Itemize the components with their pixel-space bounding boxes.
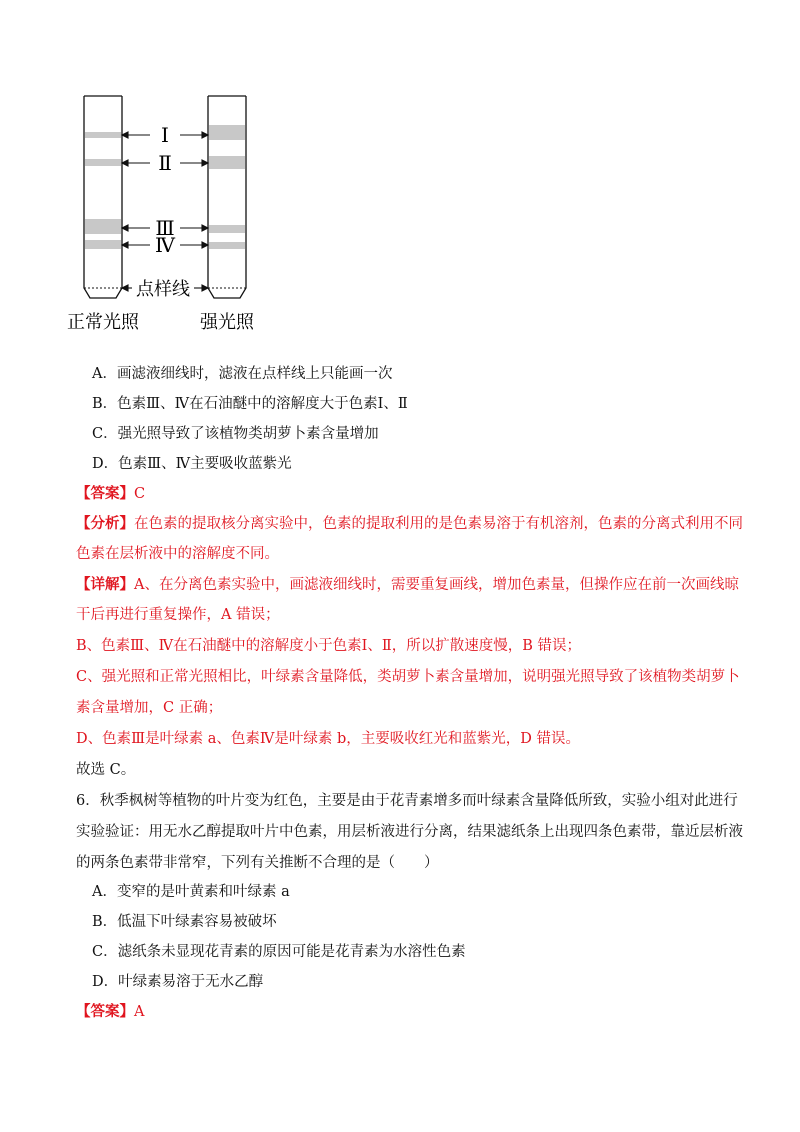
answer-tag: 【答案】 <box>76 485 134 502</box>
band-4-strong <box>209 242 245 249</box>
band-1-strong <box>209 125 245 140</box>
band-label-2: Ⅱ <box>158 151 172 175</box>
band-1-normal <box>85 132 121 138</box>
q6-option-c: C．滤纸条未显现花青素的原因可能是花青素为水溶性色素 <box>92 944 466 960</box>
chromatography-diagram <box>60 88 280 338</box>
q5-conclusion: 故选 C。 <box>76 762 136 778</box>
analysis-text-1: 在色素的提取核分离实验中，色素的提取利用的是色素易溶于有机溶剂，色素的分离式利用不同 <box>134 516 743 532</box>
caption-strong-light: 强光照 <box>200 312 254 333</box>
origin-line-label: 点样线 <box>136 279 190 300</box>
analysis-tag: 【分析】 <box>76 515 134 532</box>
q5-detail-line-3: B、色素Ⅲ、Ⅳ在石油醚中的溶解度小于色素Ⅰ、Ⅱ，所以扩散速度慢，B 错误； <box>76 638 581 654</box>
answer-value: C <box>134 486 146 502</box>
q5-option-a: A．画滤液细线时，滤液在点样线上只能画一次 <box>92 366 393 382</box>
q6-stem-line-3: 的两条色素带非常窄，下列有关推断不合理的是（ ） <box>76 855 439 871</box>
band-2-normal <box>85 159 121 166</box>
q5-detail-line-5: 素含量增加，C 正确； <box>76 700 223 716</box>
q5-detail-line-4: C、强光照和正常光照相比，叶绿素含量降低，类胡萝卜素含量增加，说明强光照导致了该植物类胡萝卜 <box>76 669 740 685</box>
q5-detail-line-6: D、色素Ⅲ是叶绿素 a、色素Ⅳ是叶绿素 b，主要吸收红光和蓝紫光，D 错误。 <box>76 731 580 747</box>
q6-option-d: D．叶绿素易溶于无水乙醇 <box>92 974 264 990</box>
answer-tag: 【答案】 <box>76 1003 134 1020</box>
q6-answer <box>76 1002 144 1022</box>
band-3-normal <box>85 219 121 234</box>
caption-normal-light: 正常光照 <box>67 312 139 333</box>
strong-light-strip <box>208 96 246 298</box>
q5-detail-line-1 <box>76 575 739 595</box>
q5-analysis-line-1 <box>76 514 743 534</box>
q5-detail-line-2: 干后再进行重复操作，A 错误； <box>76 607 280 623</box>
band-label-1: Ⅰ <box>161 123 169 147</box>
chromatography-figure <box>60 88 280 338</box>
detail-text-1: A、在分离色素实验中，画滤液细线时，需要重复画线，增加色素量，但操作应在前一次画线晾 <box>134 577 739 593</box>
q5-option-b: B．色素Ⅲ、Ⅳ在石油醚中的溶解度大于色素Ⅰ、Ⅱ <box>92 396 408 412</box>
normal-light-strip <box>84 96 122 298</box>
band-3-strong <box>209 225 245 233</box>
q5-analysis-line-2: 色素在层析液中的溶解度不同。 <box>76 546 279 562</box>
answer-value: A <box>134 1004 145 1020</box>
q5-answer <box>76 484 145 504</box>
band-label-4: Ⅳ <box>155 233 175 257</box>
q6-stem-line-1: 6．秋季枫树等植物的叶片变为红色，主要是由于花青素增多而叶绿素含量降低所致，实验小组对此进行 <box>76 793 738 809</box>
q6-option-b: B．低温下叶绿素容易被破坏 <box>92 914 277 930</box>
band-4-normal <box>85 240 121 249</box>
band-2-strong <box>209 156 245 169</box>
band-label-3: Ⅲ <box>155 216 175 240</box>
q6-option-a: A．变窄的是叶黄素和叶绿素 a <box>92 884 290 900</box>
q6-stem-line-2: 实验验证：用无水乙醇提取叶片中色素，用层析液进行分离，结果滤纸条上出现四条色素带，靠近层析液 <box>76 824 743 840</box>
detail-tag: 【详解】 <box>76 576 134 593</box>
q5-option-c: C．强光照导致了该植物类胡萝卜素含量增加 <box>92 426 379 442</box>
q5-option-d: D．色素Ⅲ、Ⅳ主要吸收蓝紫光 <box>92 456 292 472</box>
